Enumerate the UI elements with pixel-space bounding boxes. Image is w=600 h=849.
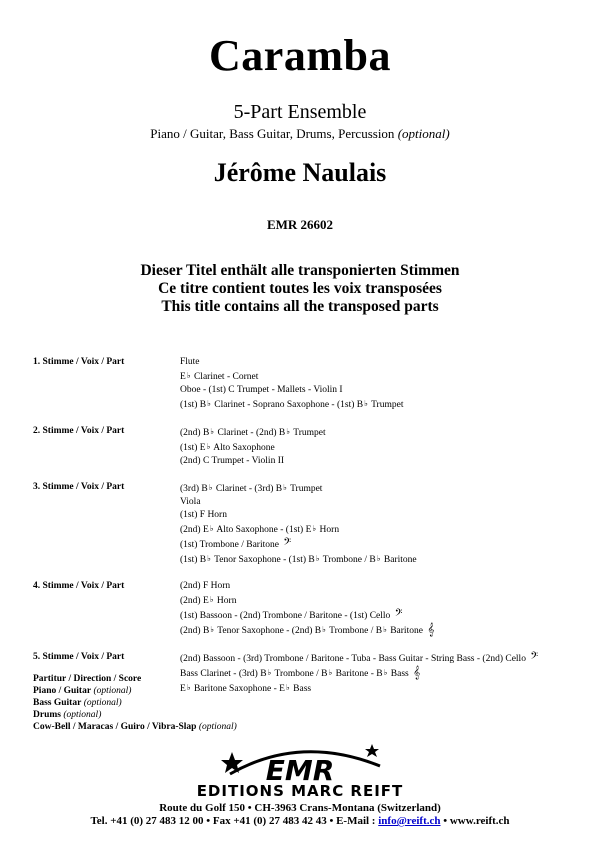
- part-label: 5. Stimme / Voix / Part: [33, 652, 125, 662]
- part-instruments: [180, 580, 434, 638]
- score-list: [33, 673, 237, 733]
- notice-en: This title contains all the transposed parts: [161, 298, 439, 315]
- part-3: [33, 481, 573, 567]
- instrument-line: (2nd) F Horn: [180, 581, 231, 591]
- instrument-line: (2nd) Bassoon - (3rd) Trombone / Baritone - Tuba - Bass Guitar - String Bass - (2nd) Cello 𝄢: [180, 650, 539, 664]
- treble-clef-icon: 𝄞: [413, 665, 421, 679]
- part-instruments: [180, 481, 417, 567]
- part-1: [33, 356, 573, 412]
- notice-de: Dieser Titel enthält alle transponierten Stimmen: [140, 262, 460, 279]
- instrument-line: (1st) Trombone / Baritone 𝄢: [180, 536, 292, 550]
- instrument-line: Viola: [180, 497, 201, 507]
- part-instruments: [180, 425, 326, 468]
- instrument-line: (1st) B♭ Tenor Saxophone - (1st) B♭ Trombone / B♭ Baritone: [180, 554, 417, 565]
- bass-clef-icon: 𝄢: [283, 536, 292, 550]
- instrument-line: (1st) E♭ Alto Saxophone: [180, 442, 275, 453]
- part-instruments: [180, 356, 403, 412]
- score-line: Bass Guitar (optional): [33, 698, 122, 708]
- email-link[interactable]: info@reift.ch: [378, 815, 441, 827]
- instrument-line: (1st) B♭ Clarinet - Soprano Saxophone - (1st) B♭ Trumpet: [180, 399, 404, 410]
- part-label: 3. Stimme / Voix / Part: [33, 482, 125, 492]
- catalog-code: EMR 26602: [266, 217, 334, 232]
- bass-clef-icon: 𝄢: [530, 650, 539, 664]
- composer: Jérôme Naulais: [213, 158, 387, 187]
- score-line: Drums (optional): [33, 710, 102, 720]
- instrument-line: (2nd) E♭ Horn: [180, 595, 237, 606]
- instrument-line: (1st) F Horn: [180, 510, 227, 520]
- score-line: Piano / Guitar (optional): [33, 686, 132, 696]
- instrument-line: (1st) Bassoon - (2nd) Trombone / Baritone - (1st) Cello 𝄢: [180, 607, 403, 621]
- part-2: [33, 425, 573, 468]
- part-4: [33, 580, 573, 638]
- score-line: Cow-Bell / Maracas / Guiro / Vibra-Slap (optional): [33, 722, 237, 732]
- instrument-line: Bass Clarinet - (3rd) B♭ Trombone / B♭ Baritone - B♭ Bass 𝄞: [180, 665, 421, 679]
- svg-text:EMR: EMR: [265, 754, 335, 787]
- part-label: 2. Stimme / Voix / Part: [33, 426, 125, 436]
- instrument-line: E♭ Baritone Saxophone - E♭ Bass: [180, 683, 312, 694]
- score-line: Partitur / Direction / Score: [33, 674, 142, 684]
- instrument-line: (2nd) E♭ Alto Saxophone - (1st) E♭ Horn: [180, 524, 340, 535]
- instrument-line: Flute: [180, 357, 200, 367]
- page-title: Caramba: [209, 31, 391, 80]
- instrument-line: E♭ Clarinet - Cornet: [180, 371, 259, 382]
- instrument-line: (2nd) C Trumpet - Violin II: [180, 456, 285, 466]
- publisher-name: EDITIONS MARC REIFT: [196, 782, 404, 800]
- instrument-line: (2nd) B♭ Tenor Saxophone - (2nd) B♭ Trombone / B♭ Baritone 𝄞: [180, 622, 435, 636]
- subtitle: 5-Part Ensemble: [233, 101, 367, 123]
- instrument-line: (2nd) B♭ Clarinet - (2nd) B♭ Trumpet: [180, 427, 326, 438]
- notice-fr: Ce titre contient toutes les voix transposées: [158, 280, 442, 297]
- part-label: 1. Stimme / Voix / Part: [33, 357, 125, 367]
- instrumentation: Piano / Guitar, Bass Guitar, Drums, Percussion (optional): [150, 126, 450, 141]
- transposition-notice: [0, 262, 600, 316]
- instrument-line: Oboe - (1st) C Trumpet - Mallets - Violin I: [180, 385, 343, 395]
- treble-clef-icon: 𝄞: [427, 622, 435, 636]
- bass-clef-icon: 𝄢: [394, 607, 403, 621]
- publisher-address: Route du Golf 150 • CH-3963 Crans-Montana (Switzerland): [159, 802, 441, 814]
- instrument-line: (3rd) B♭ Clarinet - (3rd) B♭ Trumpet: [180, 483, 323, 494]
- part-label: 4. Stimme / Voix / Part: [33, 581, 125, 591]
- parts-list: [33, 356, 573, 709]
- publisher-contact: Tel. +41 (0) 27 483 12 00 • Fax +41 (0) 27 483 42 43 • E-Mail : info@reift.ch • www.reift.ch: [90, 815, 510, 827]
